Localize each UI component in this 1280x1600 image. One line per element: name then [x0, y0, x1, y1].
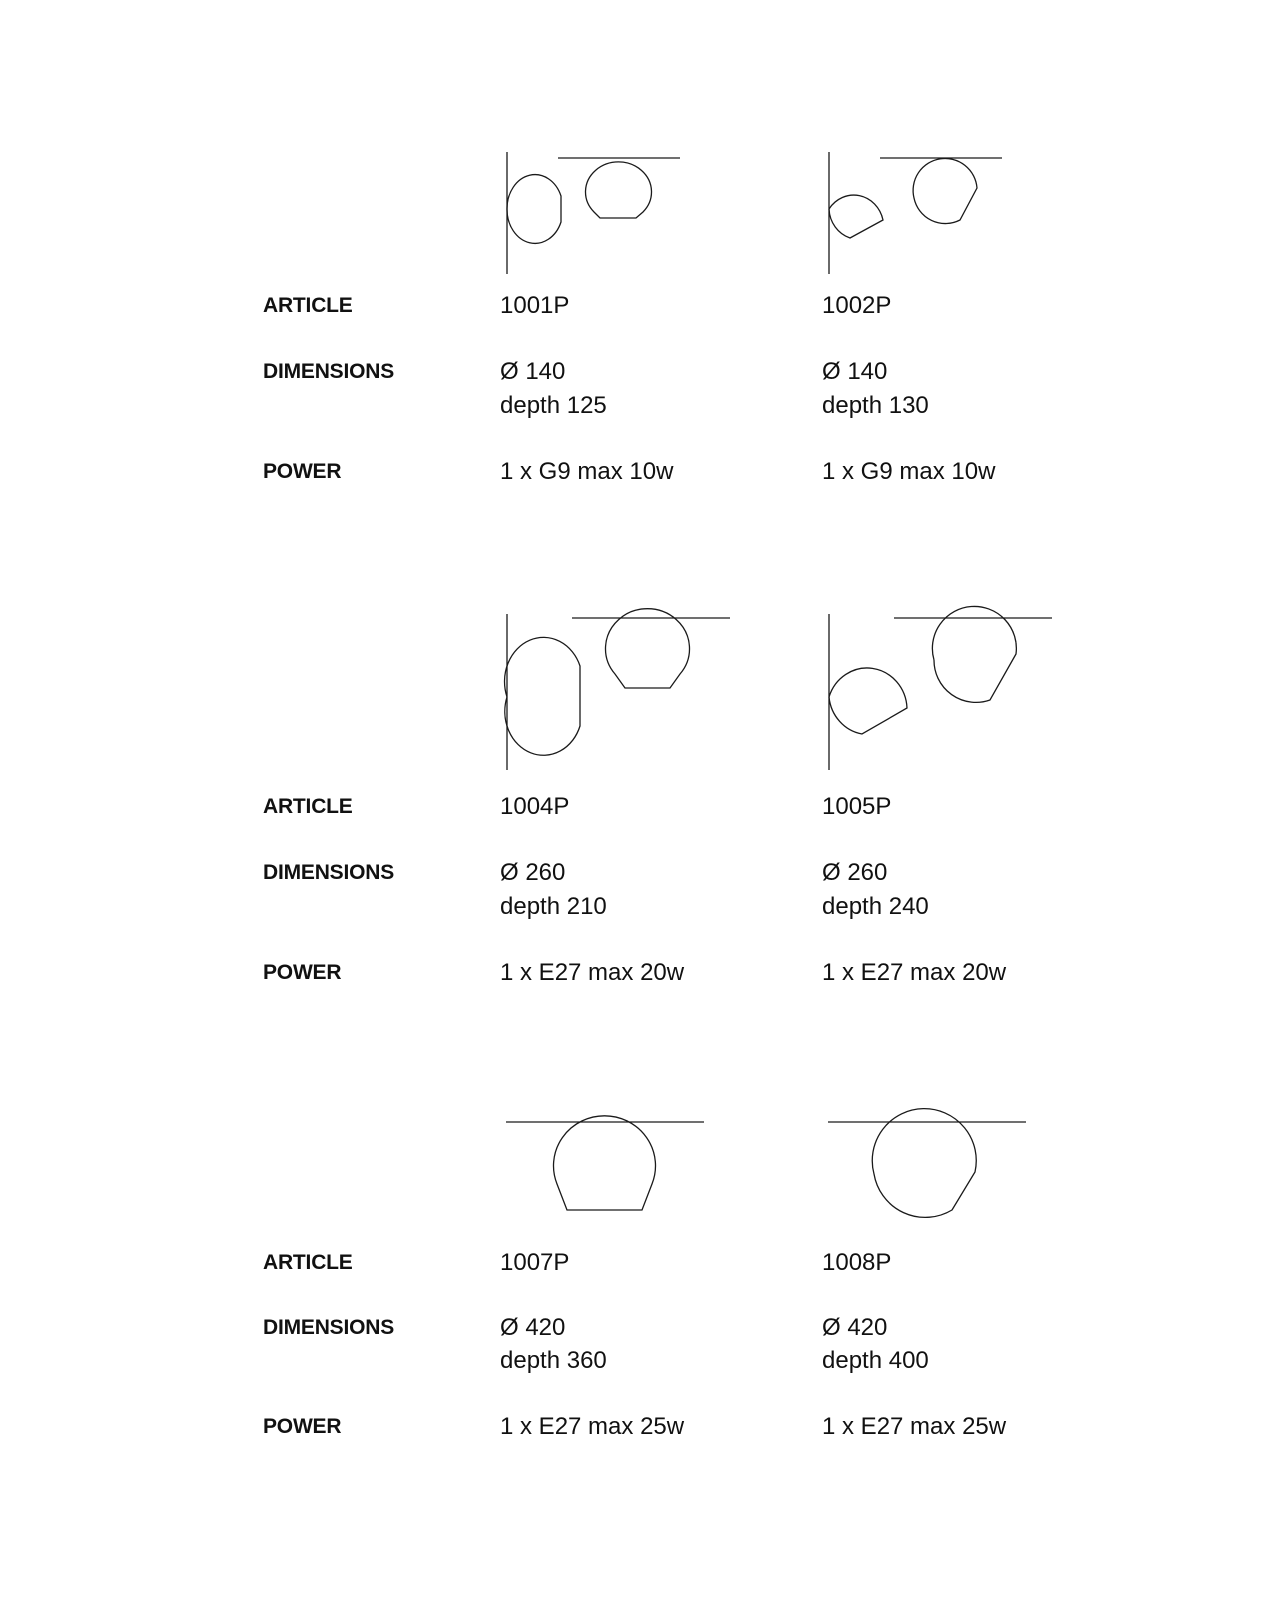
article-1001P: 1001P: [500, 292, 570, 319]
diameter-1005P: Ø 260: [822, 859, 888, 886]
lamp-side-and-top-view-1005P: [822, 612, 1062, 772]
top-view-shape: [872, 1109, 976, 1218]
lamp-side-and-top-view-1002P: [822, 150, 1012, 275]
article-1007P: 1007P: [500, 1249, 570, 1276]
label-power-row3: POWER: [263, 1415, 342, 1438]
drawing-1005P: [822, 612, 1062, 772]
top-view-shape: [932, 606, 1016, 702]
depth-1007P: depth 360: [500, 1347, 607, 1374]
power-1007P: 1 x E27 max 25w: [500, 1413, 685, 1440]
article-1008P: 1008P: [822, 1249, 892, 1276]
power-1004P: 1 x E27 max 20w: [500, 959, 685, 986]
drawing-1001P: [500, 150, 690, 275]
side-view-shape: [829, 195, 883, 238]
diameter-1008P: Ø 420: [822, 1314, 888, 1341]
drawing-1007P: [500, 1112, 710, 1227]
article-1004P: 1004P: [500, 793, 570, 820]
depth-1008P: depth 400: [822, 1347, 929, 1374]
side-view-shape: [507, 175, 561, 244]
label-article-row2: ARTICLE: [263, 795, 353, 818]
drawing-1002P: [822, 150, 1012, 275]
article-1002P: 1002P: [822, 292, 892, 319]
top-view-shape: [554, 1116, 656, 1210]
lamp-side-and-top-view-1001P: [500, 150, 690, 275]
depth-1005P: depth 240: [822, 893, 929, 920]
drawing-1004P: [500, 612, 740, 772]
power-1008P: 1 x E27 max 25w: [822, 1413, 1007, 1440]
label-article-row3: ARTICLE: [263, 1251, 353, 1274]
power-1005P: 1 x E27 max 20w: [822, 959, 1007, 986]
top-view-shape: [586, 162, 652, 218]
label-power-row2: POWER: [263, 961, 342, 984]
power-1002P: 1 x G9 max 10w: [822, 458, 996, 485]
drawing-1008P: [822, 1112, 1032, 1227]
lamp-top-view-1007P: [500, 1112, 710, 1227]
label-power-row1: POWER: [263, 460, 342, 483]
side-view-shape: [829, 668, 907, 734]
diameter-1001P: Ø 140: [500, 358, 566, 385]
depth-1002P: depth 130: [822, 392, 929, 419]
lamp-top-view-1008P: [822, 1112, 1032, 1227]
label-dimensions-row2: DIMENSIONS: [263, 861, 395, 884]
top-view-shape: [606, 609, 690, 688]
label-article-row1: ARTICLE: [263, 294, 353, 317]
diameter-1002P: Ø 140: [822, 358, 888, 385]
label-dimensions-row1: DIMENSIONS: [263, 360, 395, 383]
diameter-1007P: Ø 420: [500, 1314, 566, 1341]
label-dimensions-row3: DIMENSIONS: [263, 1316, 395, 1339]
top-view-shape: [913, 158, 977, 223]
power-1001P: 1 x G9 max 10w: [500, 458, 674, 485]
side-view-shape: [505, 637, 580, 755]
depth-1001P: depth 125: [500, 392, 607, 419]
depth-1004P: depth 210: [500, 893, 607, 920]
article-1005P: 1005P: [822, 793, 892, 820]
diameter-1004P: Ø 260: [500, 859, 566, 886]
lamp-side-and-top-view-1004P: [500, 612, 740, 772]
